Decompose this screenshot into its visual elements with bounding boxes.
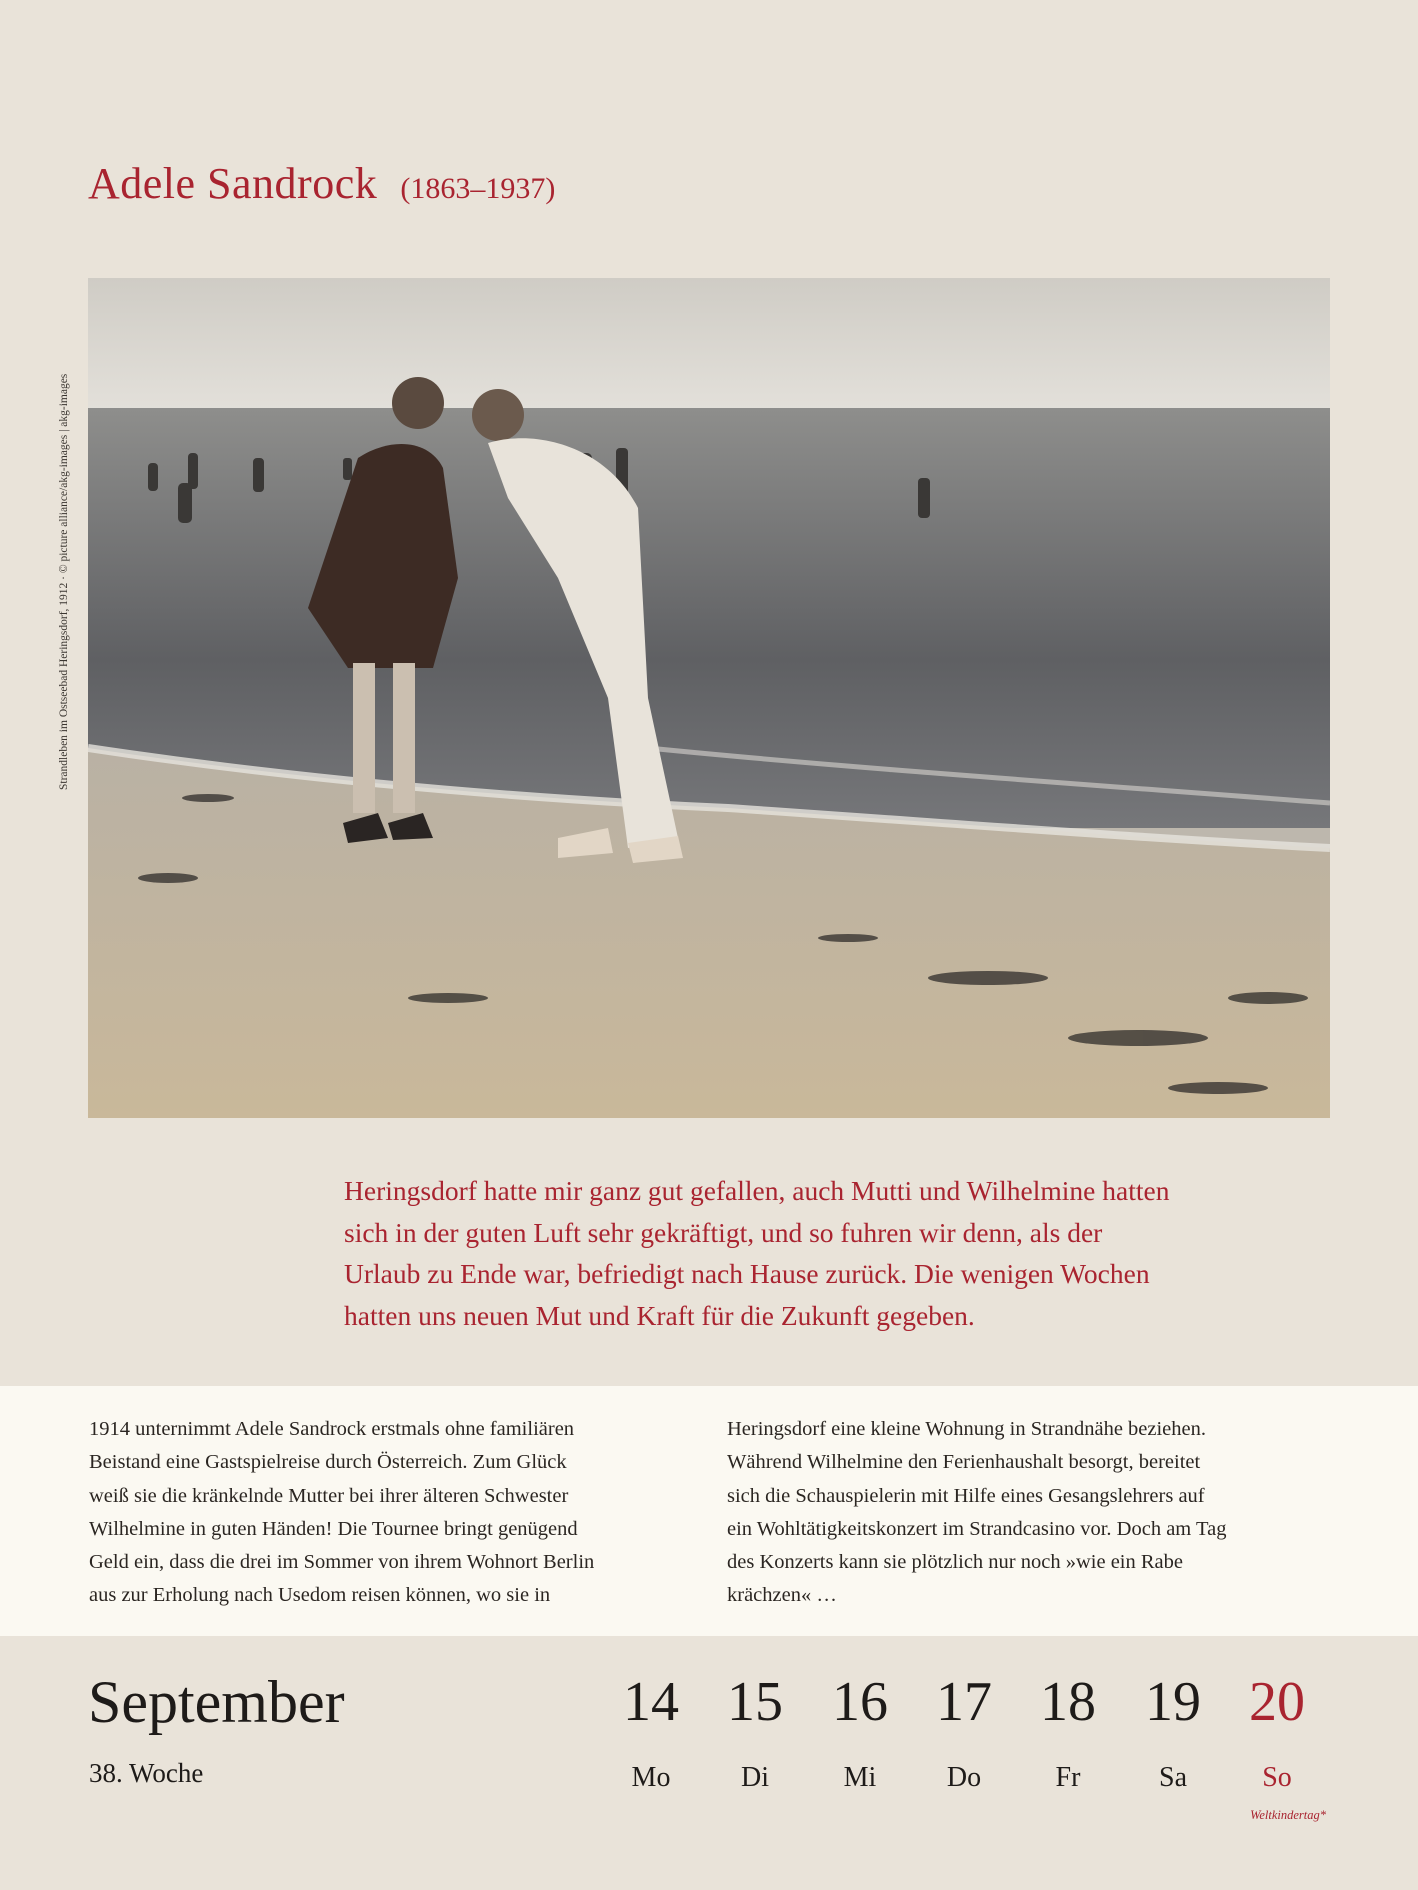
body-text-right xyxy=(727,1413,1327,1613)
body-line: Während Wilhelmine den Ferienhaushalt besorgt, bereitet xyxy=(727,1451,1201,1474)
body-line: des Konzerts kann sie plötzlich nur noch »wie ein Rabe xyxy=(727,1551,1183,1574)
day-number: 14 xyxy=(623,1671,679,1733)
day-name: So xyxy=(1262,1762,1292,1793)
quote-line: Urlaub zu Ende war, befriedigt nach Hause zurück. Die wenigen Wochen xyxy=(344,1258,1150,1289)
calendar-week: 38. Woche xyxy=(89,1758,204,1788)
body-text-left xyxy=(89,1413,689,1613)
day-number: 16 xyxy=(832,1671,888,1733)
beach-photo-illustration xyxy=(88,278,1330,1118)
day-number: 19 xyxy=(1145,1671,1201,1733)
body-line: weiß sie die kränkelnde Mutter bei ihrer älteren Schwester xyxy=(89,1484,569,1507)
day-name: Mi xyxy=(843,1762,877,1793)
page-title: Adele Sandrock xyxy=(88,159,378,208)
body-line: ein Wohltätigkeitskonzert im Strandcasino vor. Doch am Tag xyxy=(727,1517,1227,1540)
life-years: (1863–1937) xyxy=(400,172,556,205)
day-number: 20 xyxy=(1249,1671,1305,1733)
body-line: Beistand eine Gastspielreise durch Österreich. Zum Glück xyxy=(89,1451,567,1474)
day-number: 15 xyxy=(727,1671,783,1733)
calendar-month: September xyxy=(88,1669,345,1735)
day-name: Mo xyxy=(631,1762,671,1793)
body-line: sich die Schauspielerin mit Hilfe eines Gesangslehrers auf xyxy=(727,1484,1205,1507)
day-number: 17 xyxy=(936,1671,992,1733)
body-line: krächzen« … xyxy=(727,1584,837,1607)
day-name: Fr xyxy=(1055,1762,1081,1793)
photo-credit: Strandleben im Ostseebad Heringsdorf, 1912 · © picture alliance/akg-images | akg-images xyxy=(58,373,70,790)
body-line: Geld ein, dass die drei im Sommer von ihrem Wohnort Berlin xyxy=(89,1551,595,1574)
day-name: Do xyxy=(946,1762,982,1793)
beach-photo xyxy=(88,278,1330,1118)
page-header xyxy=(88,158,555,209)
quote xyxy=(344,1170,1324,1336)
body-line: aus zur Erholung nach Usedom reisen können, wo sie in xyxy=(89,1584,551,1607)
body-line: Heringsdorf eine kleine Wohnung in Strandnähe beziehen. xyxy=(727,1418,1207,1440)
quote-line: sich in der guten Luft sehr gekräftigt, und so fuhren wir denn, als der xyxy=(344,1216,1103,1248)
quote-line: hatten uns neuen Mut und Kraft für die Zukunft gegeben. xyxy=(344,1299,975,1331)
holiday-note: Weltkindertag* xyxy=(1250,1808,1326,1822)
body-line: Wilhelmine in guten Händen! Die Tournee bringt genügend xyxy=(89,1517,578,1540)
quote-line: Heringsdorf hatte mir ganz gut gefallen, auch Mutti und Wilhelmine hatten xyxy=(344,1175,1170,1206)
day-name: Sa xyxy=(1159,1762,1187,1793)
day-name: Di xyxy=(741,1762,769,1793)
body-line: 1914 unternimmt Adele Sandrock erstmals ohne familiären xyxy=(89,1418,575,1440)
day-number: 18 xyxy=(1040,1671,1096,1733)
